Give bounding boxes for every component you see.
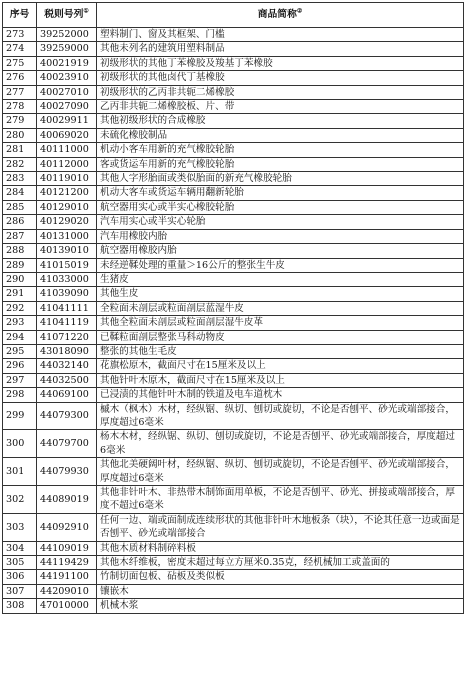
tariff-table-container	[2, 2, 463, 614]
row-code: 41015019	[37, 258, 97, 272]
row-code: 41039090	[37, 287, 97, 301]
row-code: 40069020	[37, 128, 97, 142]
table-row	[3, 71, 464, 85]
row-seq: 298	[3, 388, 37, 402]
table-row	[3, 388, 464, 402]
row-seq: 300	[3, 430, 37, 458]
row-code: 40029911	[37, 114, 97, 128]
row-code: 41033000	[37, 272, 97, 286]
row-description: 未经逆鞣处理的重量＞16公斤的整张生牛皮	[97, 258, 464, 272]
row-description: 任何一边、端或面制成连续形状的其他非针叶木地板条（块），不论其任意一边或面是否刨平、砂光或端部接合	[97, 513, 464, 541]
table-row	[3, 42, 464, 56]
row-description: 其他初级形状的合成橡胶	[97, 114, 464, 128]
row-code: 40021919	[37, 56, 97, 70]
row-description: 机动大客车或货运车辆用翻新轮胎	[97, 186, 464, 200]
row-code: 44069100	[37, 388, 97, 402]
row-code: 43018090	[37, 344, 97, 358]
table-row	[3, 128, 464, 142]
row-seq: 273	[3, 28, 37, 42]
row-description: 花旗松原木，截面尺寸在15厘米及以上	[97, 359, 464, 373]
row-code: 40112000	[37, 157, 97, 171]
table-row	[3, 100, 464, 114]
row-description: 整张的其他生毛皮	[97, 344, 464, 358]
table-row	[3, 186, 464, 200]
row-code: 40111000	[37, 143, 97, 157]
table-row	[3, 200, 464, 214]
row-description: 竹制切面包板、砧板及类似板	[97, 570, 464, 584]
row-code: 44079700	[37, 430, 97, 458]
row-code: 40027010	[37, 85, 97, 99]
row-seq: 276	[3, 71, 37, 85]
row-seq: 302	[3, 486, 37, 514]
row-code: 40027090	[37, 100, 97, 114]
table-row	[3, 28, 464, 42]
table-row	[3, 215, 464, 229]
row-description: 初级形状的其他卤代丁基橡胶	[97, 71, 464, 85]
row-description: 其他木质材料制碎料板	[97, 541, 464, 555]
row-code: 40121200	[37, 186, 97, 200]
row-description: 航空器用橡胶内胎	[97, 244, 464, 258]
row-seq: 295	[3, 344, 37, 358]
row-description: 客或货运车用新的充气橡胶轮胎	[97, 157, 464, 171]
row-seq: 307	[3, 584, 37, 598]
row-seq: 301	[3, 458, 37, 486]
table-row	[3, 402, 464, 430]
row-description: 机动小客车用新的充气橡胶轮胎	[97, 143, 464, 157]
row-description: 其他人字形胎面或类似胎面的新充气橡胶轮胎	[97, 172, 464, 186]
row-seq: 286	[3, 215, 37, 229]
row-code: 44079300	[37, 402, 97, 430]
table-row	[3, 258, 464, 272]
row-seq: 293	[3, 316, 37, 330]
row-seq: 274	[3, 42, 37, 56]
table-row	[3, 556, 464, 570]
row-seq: 303	[3, 513, 37, 541]
row-code: 39259000	[37, 42, 97, 56]
table-row	[3, 229, 464, 243]
table-body	[3, 28, 464, 614]
row-seq: 277	[3, 85, 37, 99]
row-code: 44119429	[37, 556, 97, 570]
header-code	[37, 3, 97, 28]
row-code: 40023910	[37, 71, 97, 85]
header-name-footnote-mark: ②	[296, 8, 303, 16]
row-seq: 308	[3, 599, 37, 613]
table-row	[3, 359, 464, 373]
row-seq: 289	[3, 258, 37, 272]
row-seq: 296	[3, 359, 37, 373]
table-row	[3, 584, 464, 598]
table-row	[3, 373, 464, 387]
row-seq: 282	[3, 157, 37, 171]
row-description: 初级形状的乙丙非共轭二烯橡胶	[97, 85, 464, 99]
table-row	[3, 172, 464, 186]
table-row	[3, 599, 464, 613]
row-code: 40139010	[37, 244, 97, 258]
table-row	[3, 486, 464, 514]
header-code-footnote-mark: ①	[83, 8, 89, 16]
row-seq: 275	[3, 56, 37, 70]
row-code: 44032500	[37, 373, 97, 387]
row-description: 汽车用橡胶内胎	[97, 229, 464, 243]
table-row	[3, 458, 464, 486]
row-description: 塑料制门、窗及其框架、门槛	[97, 28, 464, 42]
row-description: 已鞣粒面剖层整张马科动物皮	[97, 330, 464, 344]
row-seq: 299	[3, 402, 37, 430]
tariff-table	[2, 2, 464, 614]
row-description: 其他生皮	[97, 287, 464, 301]
table-row	[3, 316, 464, 330]
row-seq: 278	[3, 100, 37, 114]
table-row	[3, 344, 464, 358]
row-description: 乙丙非共轭二烯橡胶板、片、带	[97, 100, 464, 114]
table-row	[3, 157, 464, 171]
table-row	[3, 114, 464, 128]
row-code: 39252000	[37, 28, 97, 42]
row-description: 杨木木材，经纵锯、纵切、刨切或旋切，不论是否刨平、砂光或端部接合，厚度超过6毫米	[97, 430, 464, 458]
row-seq: 290	[3, 272, 37, 286]
row-description: 其他北美硬阔叶材，经纵锯、纵切、刨切或旋切，不论是否刨平、砂光或端部接合，厚度超过6毫米	[97, 458, 464, 486]
row-description: 已浸渍的其他针叶木制的铁道及电车道枕木	[97, 388, 464, 402]
row-seq: 287	[3, 229, 37, 243]
table-row	[3, 570, 464, 584]
table-row	[3, 513, 464, 541]
row-description: 其他木纤维板，密度未超过每立方厘米0.35克，经机械加工或盖面的	[97, 556, 464, 570]
row-description: 槭木（枫木）木材，经纵锯、纵切、刨切或旋切，不论是否刨平、砂光或端部接合，厚度超过6毫米	[97, 402, 464, 430]
row-code: 44092910	[37, 513, 97, 541]
row-code: 47010000	[37, 599, 97, 613]
row-seq: 306	[3, 570, 37, 584]
row-code: 40131000	[37, 229, 97, 243]
table-row	[3, 541, 464, 555]
row-code: 44191100	[37, 570, 97, 584]
row-seq: 281	[3, 143, 37, 157]
row-seq: 297	[3, 373, 37, 387]
row-code: 41041111	[37, 301, 97, 315]
row-code: 44109019	[37, 541, 97, 555]
row-seq: 292	[3, 301, 37, 315]
row-seq: 283	[3, 172, 37, 186]
table-row	[3, 430, 464, 458]
header-code-label: 税则号列	[44, 9, 84, 21]
table-header-row	[3, 3, 464, 28]
table-row	[3, 301, 464, 315]
row-description: 初级形状的其他丁苯橡胶及羧基丁苯橡胶	[97, 56, 464, 70]
row-description: 生猪皮	[97, 272, 464, 286]
table-row	[3, 272, 464, 286]
row-description: 其他非针叶木、非热带木制饰面用单板，不论是否刨平、砂光、拼接或端部接合，厚度不超过6毫米	[97, 486, 464, 514]
row-description: 全粒面未剖层或粒面剖层蓝湿牛皮	[97, 301, 464, 315]
row-code: 40129010	[37, 200, 97, 214]
row-description: 其他全粒面未剖层或粒面剖层湿牛皮革	[97, 316, 464, 330]
row-code: 44032140	[37, 359, 97, 373]
table-row	[3, 85, 464, 99]
row-description: 机械木浆	[97, 599, 464, 613]
row-code: 41041119	[37, 316, 97, 330]
row-seq: 291	[3, 287, 37, 301]
row-seq: 280	[3, 128, 37, 142]
row-code: 44209010	[37, 584, 97, 598]
row-seq: 288	[3, 244, 37, 258]
row-seq: 294	[3, 330, 37, 344]
row-seq: 304	[3, 541, 37, 555]
row-description: 未硫化橡胶制品	[97, 128, 464, 142]
table-row	[3, 330, 464, 344]
row-code: 40129020	[37, 215, 97, 229]
table-row	[3, 143, 464, 157]
row-description: 镶嵌木	[97, 584, 464, 598]
row-seq: 305	[3, 556, 37, 570]
table-row	[3, 56, 464, 70]
row-code: 41071220	[37, 330, 97, 344]
header-seq: 序号	[3, 3, 37, 28]
table-row	[3, 244, 464, 258]
row-code: 44089019	[37, 486, 97, 514]
row-code: 40119010	[37, 172, 97, 186]
row-seq: 285	[3, 200, 37, 214]
row-description: 其他针叶木原木，截面尺寸在15厘米及以上	[97, 373, 464, 387]
row-description: 汽车用实心或半实心轮胎	[97, 215, 464, 229]
row-description: 其他未列名的建筑用塑料制品	[97, 42, 464, 56]
row-description: 航空器用实心或半实心橡胶轮胎	[97, 200, 464, 214]
row-code: 44079930	[37, 458, 97, 486]
header-name-label: 商品简称	[257, 9, 297, 21]
header-name	[97, 3, 464, 28]
row-seq: 284	[3, 186, 37, 200]
table-row	[3, 287, 464, 301]
row-seq: 279	[3, 114, 37, 128]
